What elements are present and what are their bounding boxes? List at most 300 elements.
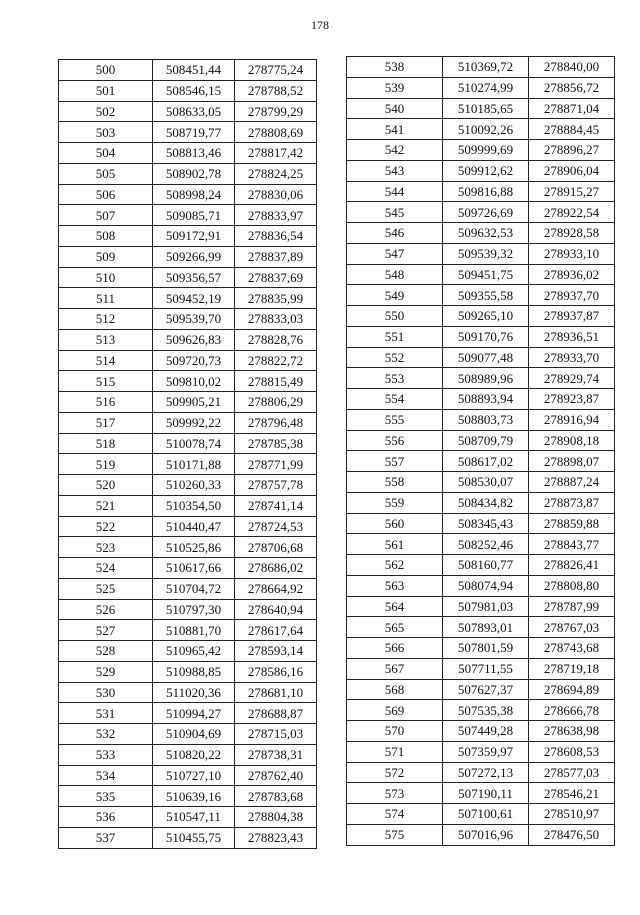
x-coordinate-cell: 507016,96 bbox=[443, 824, 529, 845]
point-number-cell: 573 bbox=[347, 783, 443, 804]
table-row bbox=[59, 163, 317, 184]
table-row bbox=[347, 658, 615, 679]
x-coordinate-cell: 509355,58 bbox=[443, 285, 529, 306]
y-coordinate-cell: 278915,27 bbox=[529, 181, 615, 202]
point-number-cell: 539 bbox=[347, 77, 443, 98]
y-coordinate-cell: 278694,89 bbox=[529, 679, 615, 700]
point-number-cell: 528 bbox=[59, 641, 153, 662]
point-number-cell: 556 bbox=[347, 430, 443, 451]
point-number-cell: 564 bbox=[347, 596, 443, 617]
point-number-cell: 511 bbox=[59, 288, 153, 309]
point-number-cell: 544 bbox=[347, 181, 443, 202]
y-coordinate-cell: 278743,68 bbox=[529, 638, 615, 659]
y-coordinate-cell: 278806,29 bbox=[235, 392, 317, 413]
x-coordinate-cell: 510965,42 bbox=[153, 641, 235, 662]
point-number-cell: 529 bbox=[59, 661, 153, 682]
x-coordinate-cell: 509816,88 bbox=[443, 181, 529, 202]
y-coordinate-cell: 278833,97 bbox=[235, 205, 317, 226]
point-number-cell: 541 bbox=[347, 119, 443, 140]
x-coordinate-cell: 508719,77 bbox=[153, 122, 235, 143]
table-row bbox=[59, 454, 317, 475]
point-number-cell: 508 bbox=[59, 226, 153, 247]
y-coordinate-cell: 278896,27 bbox=[529, 140, 615, 161]
y-coordinate-cell: 278783,68 bbox=[235, 786, 317, 807]
point-number-cell: 504 bbox=[59, 143, 153, 164]
table-row bbox=[59, 537, 317, 558]
table-row bbox=[59, 703, 317, 724]
point-number-cell: 505 bbox=[59, 163, 153, 184]
x-coordinate-cell: 507449,28 bbox=[443, 721, 529, 742]
table-row bbox=[59, 641, 317, 662]
point-number-cell: 568 bbox=[347, 679, 443, 700]
x-coordinate-cell: 510274,99 bbox=[443, 77, 529, 98]
x-coordinate-cell: 508813,46 bbox=[153, 143, 235, 164]
coordinates-table-right bbox=[346, 56, 615, 846]
x-coordinate-cell: 507100,61 bbox=[443, 804, 529, 825]
table-row bbox=[59, 226, 317, 247]
point-number-cell: 566 bbox=[347, 638, 443, 659]
point-number-cell: 569 bbox=[347, 700, 443, 721]
y-coordinate-cell: 278871,04 bbox=[529, 98, 615, 119]
point-number-cell: 552 bbox=[347, 347, 443, 368]
x-coordinate-cell: 508345,43 bbox=[443, 513, 529, 534]
table-row bbox=[59, 827, 317, 848]
x-coordinate-cell: 510369,72 bbox=[443, 57, 529, 78]
x-coordinate-cell: 507627,37 bbox=[443, 679, 529, 700]
table-row bbox=[347, 783, 615, 804]
point-number-cell: 558 bbox=[347, 472, 443, 493]
x-coordinate-cell: 509810,02 bbox=[153, 371, 235, 392]
y-coordinate-cell: 278638,98 bbox=[529, 721, 615, 742]
x-coordinate-cell: 510704,72 bbox=[153, 578, 235, 599]
x-coordinate-cell: 508709,79 bbox=[443, 430, 529, 451]
point-number-cell: 551 bbox=[347, 326, 443, 347]
table-row bbox=[59, 184, 317, 205]
point-number-cell: 546 bbox=[347, 223, 443, 244]
y-coordinate-cell: 278826,41 bbox=[529, 555, 615, 576]
x-coordinate-cell: 510988,85 bbox=[153, 661, 235, 682]
y-coordinate-cell: 278785,38 bbox=[235, 433, 317, 454]
table-row bbox=[59, 578, 317, 599]
x-coordinate-cell: 510078,74 bbox=[153, 433, 235, 454]
y-coordinate-cell: 278898,07 bbox=[529, 451, 615, 472]
point-number-cell: 555 bbox=[347, 409, 443, 430]
y-coordinate-cell: 278822,72 bbox=[235, 350, 317, 371]
y-coordinate-cell: 278837,89 bbox=[235, 246, 317, 267]
x-coordinate-cell: 510185,65 bbox=[443, 98, 529, 119]
table-row bbox=[347, 285, 615, 306]
point-number-cell: 550 bbox=[347, 306, 443, 327]
point-number-cell: 563 bbox=[347, 575, 443, 596]
x-coordinate-cell: 507359,97 bbox=[443, 741, 529, 762]
table-row bbox=[59, 744, 317, 765]
y-coordinate-cell: 278510,97 bbox=[529, 804, 615, 825]
point-number-cell: 513 bbox=[59, 329, 153, 350]
table-row bbox=[59, 392, 317, 413]
y-coordinate-cell: 278906,04 bbox=[529, 160, 615, 181]
y-coordinate-cell: 278937,87 bbox=[529, 306, 615, 327]
y-coordinate-cell: 278936,51 bbox=[529, 326, 615, 347]
y-coordinate-cell: 278686,02 bbox=[235, 558, 317, 579]
point-number-cell: 535 bbox=[59, 786, 153, 807]
point-number-cell: 554 bbox=[347, 389, 443, 410]
point-number-cell: 510 bbox=[59, 267, 153, 288]
point-number-cell: 543 bbox=[347, 160, 443, 181]
y-coordinate-cell: 278817,42 bbox=[235, 143, 317, 164]
x-coordinate-cell: 509170,76 bbox=[443, 326, 529, 347]
point-number-cell: 502 bbox=[59, 101, 153, 122]
table-row bbox=[59, 246, 317, 267]
point-number-cell: 570 bbox=[347, 721, 443, 742]
y-coordinate-cell: 278922,54 bbox=[529, 202, 615, 223]
y-coordinate-cell: 278933,10 bbox=[529, 243, 615, 264]
x-coordinate-cell: 508803,73 bbox=[443, 409, 529, 430]
x-coordinate-cell: 508902,78 bbox=[153, 163, 235, 184]
table-row bbox=[59, 267, 317, 288]
x-coordinate-cell: 509452,19 bbox=[153, 288, 235, 309]
x-coordinate-cell: 509451,75 bbox=[443, 264, 529, 285]
point-number-cell: 517 bbox=[59, 412, 153, 433]
table-row bbox=[347, 762, 615, 783]
table-row bbox=[347, 160, 615, 181]
table-row bbox=[59, 495, 317, 516]
x-coordinate-cell: 510547,11 bbox=[153, 807, 235, 828]
point-number-cell: 503 bbox=[59, 122, 153, 143]
y-coordinate-cell: 278859,88 bbox=[529, 513, 615, 534]
x-coordinate-cell: 507711,55 bbox=[443, 658, 529, 679]
y-coordinate-cell: 278767,03 bbox=[529, 617, 615, 638]
y-coordinate-cell: 278640,94 bbox=[235, 599, 317, 620]
y-coordinate-cell: 278666,78 bbox=[529, 700, 615, 721]
table-row bbox=[347, 119, 615, 140]
table-row bbox=[59, 412, 317, 433]
y-coordinate-cell: 278828,76 bbox=[235, 329, 317, 350]
y-coordinate-cell: 278788,52 bbox=[235, 80, 317, 101]
point-number-cell: 507 bbox=[59, 205, 153, 226]
x-coordinate-cell: 508451,44 bbox=[153, 60, 235, 81]
point-number-cell: 522 bbox=[59, 516, 153, 537]
y-coordinate-cell: 278933,70 bbox=[529, 347, 615, 368]
table-row bbox=[347, 451, 615, 472]
table-row bbox=[347, 617, 615, 638]
y-coordinate-cell: 278546,21 bbox=[529, 783, 615, 804]
x-coordinate-cell: 508252,46 bbox=[443, 534, 529, 555]
y-coordinate-cell: 278719,18 bbox=[529, 658, 615, 679]
y-coordinate-cell: 278929,74 bbox=[529, 368, 615, 389]
y-coordinate-cell: 278937,70 bbox=[529, 285, 615, 306]
x-coordinate-cell: 509720,73 bbox=[153, 350, 235, 371]
table-row bbox=[59, 122, 317, 143]
table-row bbox=[59, 80, 317, 101]
x-coordinate-cell: 508617,02 bbox=[443, 451, 529, 472]
table-row bbox=[347, 824, 615, 845]
point-number-cell: 547 bbox=[347, 243, 443, 264]
point-number-cell: 526 bbox=[59, 599, 153, 620]
y-coordinate-cell: 278762,40 bbox=[235, 765, 317, 786]
table-row bbox=[59, 288, 317, 309]
y-coordinate-cell: 278840,00 bbox=[529, 57, 615, 78]
y-coordinate-cell: 278936,02 bbox=[529, 264, 615, 285]
point-number-cell: 538 bbox=[347, 57, 443, 78]
x-coordinate-cell: 508998,24 bbox=[153, 184, 235, 205]
point-number-cell: 575 bbox=[347, 824, 443, 845]
point-number-cell: 537 bbox=[59, 827, 153, 848]
table-row bbox=[347, 306, 615, 327]
table-row bbox=[59, 682, 317, 703]
x-coordinate-cell: 509999,69 bbox=[443, 140, 529, 161]
point-number-cell: 536 bbox=[59, 807, 153, 828]
table-row bbox=[347, 326, 615, 347]
x-coordinate-cell: 510440,47 bbox=[153, 516, 235, 537]
x-coordinate-cell: 509992,22 bbox=[153, 412, 235, 433]
point-number-cell: 519 bbox=[59, 454, 153, 475]
y-coordinate-cell: 278843,77 bbox=[529, 534, 615, 555]
x-coordinate-cell: 508633,05 bbox=[153, 101, 235, 122]
y-coordinate-cell: 278823,43 bbox=[235, 827, 317, 848]
x-coordinate-cell: 508074,94 bbox=[443, 575, 529, 596]
point-number-cell: 559 bbox=[347, 492, 443, 513]
x-coordinate-cell: 509632,53 bbox=[443, 223, 529, 244]
table-row bbox=[347, 430, 615, 451]
y-coordinate-cell: 278715,03 bbox=[235, 724, 317, 745]
table-row bbox=[347, 389, 615, 410]
y-coordinate-cell: 278916,94 bbox=[529, 409, 615, 430]
y-coordinate-cell: 278836,54 bbox=[235, 226, 317, 247]
x-coordinate-cell: 507535,38 bbox=[443, 700, 529, 721]
x-coordinate-cell: 510260,33 bbox=[153, 475, 235, 496]
x-coordinate-cell: 510354,50 bbox=[153, 495, 235, 516]
x-coordinate-cell: 509539,32 bbox=[443, 243, 529, 264]
point-number-cell: 574 bbox=[347, 804, 443, 825]
x-coordinate-cell: 508160,77 bbox=[443, 555, 529, 576]
y-coordinate-cell: 278928,58 bbox=[529, 223, 615, 244]
y-coordinate-cell: 278608,53 bbox=[529, 741, 615, 762]
table-row bbox=[59, 786, 317, 807]
table-row bbox=[347, 202, 615, 223]
x-coordinate-cell: 508434,82 bbox=[443, 492, 529, 513]
point-number-cell: 548 bbox=[347, 264, 443, 285]
table-row bbox=[347, 555, 615, 576]
x-coordinate-cell: 510797,30 bbox=[153, 599, 235, 620]
y-coordinate-cell: 278664,92 bbox=[235, 578, 317, 599]
x-coordinate-cell: 508530,07 bbox=[443, 472, 529, 493]
table-row bbox=[347, 721, 615, 742]
point-number-cell: 500 bbox=[59, 60, 153, 81]
y-coordinate-cell: 278808,80 bbox=[529, 575, 615, 596]
point-number-cell: 533 bbox=[59, 744, 153, 765]
table-row bbox=[347, 181, 615, 202]
point-number-cell: 501 bbox=[59, 80, 153, 101]
x-coordinate-cell: 510904,69 bbox=[153, 724, 235, 745]
table-row bbox=[59, 350, 317, 371]
x-coordinate-cell: 510525,86 bbox=[153, 537, 235, 558]
table-row bbox=[59, 599, 317, 620]
table-row bbox=[59, 807, 317, 828]
x-coordinate-cell: 510455,75 bbox=[153, 827, 235, 848]
point-number-cell: 525 bbox=[59, 578, 153, 599]
table-row bbox=[59, 661, 317, 682]
x-coordinate-cell: 507893,01 bbox=[443, 617, 529, 638]
point-number-cell: 545 bbox=[347, 202, 443, 223]
table-row bbox=[347, 575, 615, 596]
point-number-cell: 567 bbox=[347, 658, 443, 679]
table-row bbox=[347, 409, 615, 430]
point-number-cell: 562 bbox=[347, 555, 443, 576]
x-coordinate-cell: 509905,21 bbox=[153, 392, 235, 413]
x-coordinate-cell: 508546,15 bbox=[153, 80, 235, 101]
point-number-cell: 571 bbox=[347, 741, 443, 762]
y-coordinate-cell: 278796,48 bbox=[235, 412, 317, 433]
y-coordinate-cell: 278799,29 bbox=[235, 101, 317, 122]
y-coordinate-cell: 278815,49 bbox=[235, 371, 317, 392]
y-coordinate-cell: 278887,24 bbox=[529, 472, 615, 493]
x-coordinate-cell: 509626,83 bbox=[153, 329, 235, 350]
y-coordinate-cell: 278873,87 bbox=[529, 492, 615, 513]
table-row bbox=[59, 724, 317, 745]
page-number: 178 bbox=[311, 18, 329, 32]
y-coordinate-cell: 278856,72 bbox=[529, 77, 615, 98]
table-row bbox=[347, 368, 615, 389]
x-coordinate-cell: 507801,59 bbox=[443, 638, 529, 659]
point-number-cell: 518 bbox=[59, 433, 153, 454]
point-number-cell: 509 bbox=[59, 246, 153, 267]
point-number-cell: 521 bbox=[59, 495, 153, 516]
y-coordinate-cell: 278824,25 bbox=[235, 163, 317, 184]
point-number-cell: 561 bbox=[347, 534, 443, 555]
table-row bbox=[347, 223, 615, 244]
table-row bbox=[347, 140, 615, 161]
point-number-cell: 530 bbox=[59, 682, 153, 703]
x-coordinate-cell: 509356,57 bbox=[153, 267, 235, 288]
y-coordinate-cell: 278771,99 bbox=[235, 454, 317, 475]
x-coordinate-cell: 509539,70 bbox=[153, 309, 235, 330]
y-coordinate-cell: 278830,06 bbox=[235, 184, 317, 205]
y-coordinate-cell: 278577,03 bbox=[529, 762, 615, 783]
y-coordinate-cell: 278787,99 bbox=[529, 596, 615, 617]
point-number-cell: 512 bbox=[59, 309, 153, 330]
point-number-cell: 560 bbox=[347, 513, 443, 534]
y-coordinate-cell: 278724,53 bbox=[235, 516, 317, 537]
y-coordinate-cell: 278837,69 bbox=[235, 267, 317, 288]
y-coordinate-cell: 278706,68 bbox=[235, 537, 317, 558]
x-coordinate-cell: 509912,62 bbox=[443, 160, 529, 181]
x-coordinate-cell: 509726,69 bbox=[443, 202, 529, 223]
y-coordinate-cell: 278908,18 bbox=[529, 430, 615, 451]
y-coordinate-cell: 278835,99 bbox=[235, 288, 317, 309]
x-coordinate-cell: 511020,36 bbox=[153, 682, 235, 703]
point-number-cell: 572 bbox=[347, 762, 443, 783]
x-coordinate-cell: 510171,88 bbox=[153, 454, 235, 475]
table-row bbox=[347, 741, 615, 762]
point-number-cell: 540 bbox=[347, 98, 443, 119]
table-row bbox=[347, 243, 615, 264]
point-number-cell: 527 bbox=[59, 620, 153, 641]
table-row bbox=[59, 371, 317, 392]
table-row bbox=[59, 101, 317, 122]
y-coordinate-cell: 278804,38 bbox=[235, 807, 317, 828]
point-number-cell: 549 bbox=[347, 285, 443, 306]
table-row bbox=[347, 596, 615, 617]
y-coordinate-cell: 278688,87 bbox=[235, 703, 317, 724]
point-number-cell: 534 bbox=[59, 765, 153, 786]
x-coordinate-cell: 510820,22 bbox=[153, 744, 235, 765]
point-number-cell: 524 bbox=[59, 558, 153, 579]
table-row bbox=[347, 534, 615, 555]
table-row bbox=[59, 309, 317, 330]
table-row bbox=[59, 558, 317, 579]
table-row bbox=[59, 620, 317, 641]
table-row bbox=[347, 679, 615, 700]
y-coordinate-cell: 278738,31 bbox=[235, 744, 317, 765]
table-row bbox=[347, 804, 615, 825]
table-row bbox=[347, 700, 615, 721]
table-row bbox=[59, 329, 317, 350]
y-coordinate-cell: 278757,78 bbox=[235, 475, 317, 496]
x-coordinate-cell: 507272,13 bbox=[443, 762, 529, 783]
x-coordinate-cell: 510727,10 bbox=[153, 765, 235, 786]
x-coordinate-cell: 507190,11 bbox=[443, 783, 529, 804]
point-number-cell: 553 bbox=[347, 368, 443, 389]
table-row bbox=[347, 264, 615, 285]
x-coordinate-cell: 508893,94 bbox=[443, 389, 529, 410]
table-row bbox=[347, 347, 615, 368]
table-row bbox=[347, 513, 615, 534]
table-row bbox=[347, 492, 615, 513]
point-number-cell: 557 bbox=[347, 451, 443, 472]
table-row bbox=[347, 638, 615, 659]
x-coordinate-cell: 510617,66 bbox=[153, 558, 235, 579]
y-coordinate-cell: 278808,69 bbox=[235, 122, 317, 143]
table-row bbox=[347, 472, 615, 493]
y-coordinate-cell: 278884,45 bbox=[529, 119, 615, 140]
table-row bbox=[59, 765, 317, 786]
x-coordinate-cell: 510639,16 bbox=[153, 786, 235, 807]
point-number-cell: 514 bbox=[59, 350, 153, 371]
y-coordinate-cell: 278741,14 bbox=[235, 495, 317, 516]
x-coordinate-cell: 508989,96 bbox=[443, 368, 529, 389]
x-coordinate-cell: 507981,03 bbox=[443, 596, 529, 617]
x-coordinate-cell: 509265,10 bbox=[443, 306, 529, 327]
table-row bbox=[347, 98, 615, 119]
y-coordinate-cell: 278923,87 bbox=[529, 389, 615, 410]
table-row bbox=[59, 475, 317, 496]
point-number-cell: 520 bbox=[59, 475, 153, 496]
y-coordinate-cell: 278586,16 bbox=[235, 661, 317, 682]
point-number-cell: 531 bbox=[59, 703, 153, 724]
x-coordinate-cell: 509085,71 bbox=[153, 205, 235, 226]
x-coordinate-cell: 510092,26 bbox=[443, 119, 529, 140]
point-number-cell: 542 bbox=[347, 140, 443, 161]
table-row bbox=[347, 77, 615, 98]
x-coordinate-cell: 509077,48 bbox=[443, 347, 529, 368]
point-number-cell: 506 bbox=[59, 184, 153, 205]
point-number-cell: 515 bbox=[59, 371, 153, 392]
y-coordinate-cell: 278833,03 bbox=[235, 309, 317, 330]
table-row bbox=[59, 143, 317, 164]
y-coordinate-cell: 278593,14 bbox=[235, 641, 317, 662]
x-coordinate-cell: 509172,91 bbox=[153, 226, 235, 247]
coordinates-table-left bbox=[58, 59, 317, 849]
y-coordinate-cell: 278681,10 bbox=[235, 682, 317, 703]
table-row bbox=[59, 516, 317, 537]
table-row bbox=[59, 205, 317, 226]
y-coordinate-cell: 278775,24 bbox=[235, 60, 317, 81]
point-number-cell: 532 bbox=[59, 724, 153, 745]
table-row bbox=[59, 60, 317, 81]
point-number-cell: 516 bbox=[59, 392, 153, 413]
table-row bbox=[59, 433, 317, 454]
x-coordinate-cell: 510881,70 bbox=[153, 620, 235, 641]
